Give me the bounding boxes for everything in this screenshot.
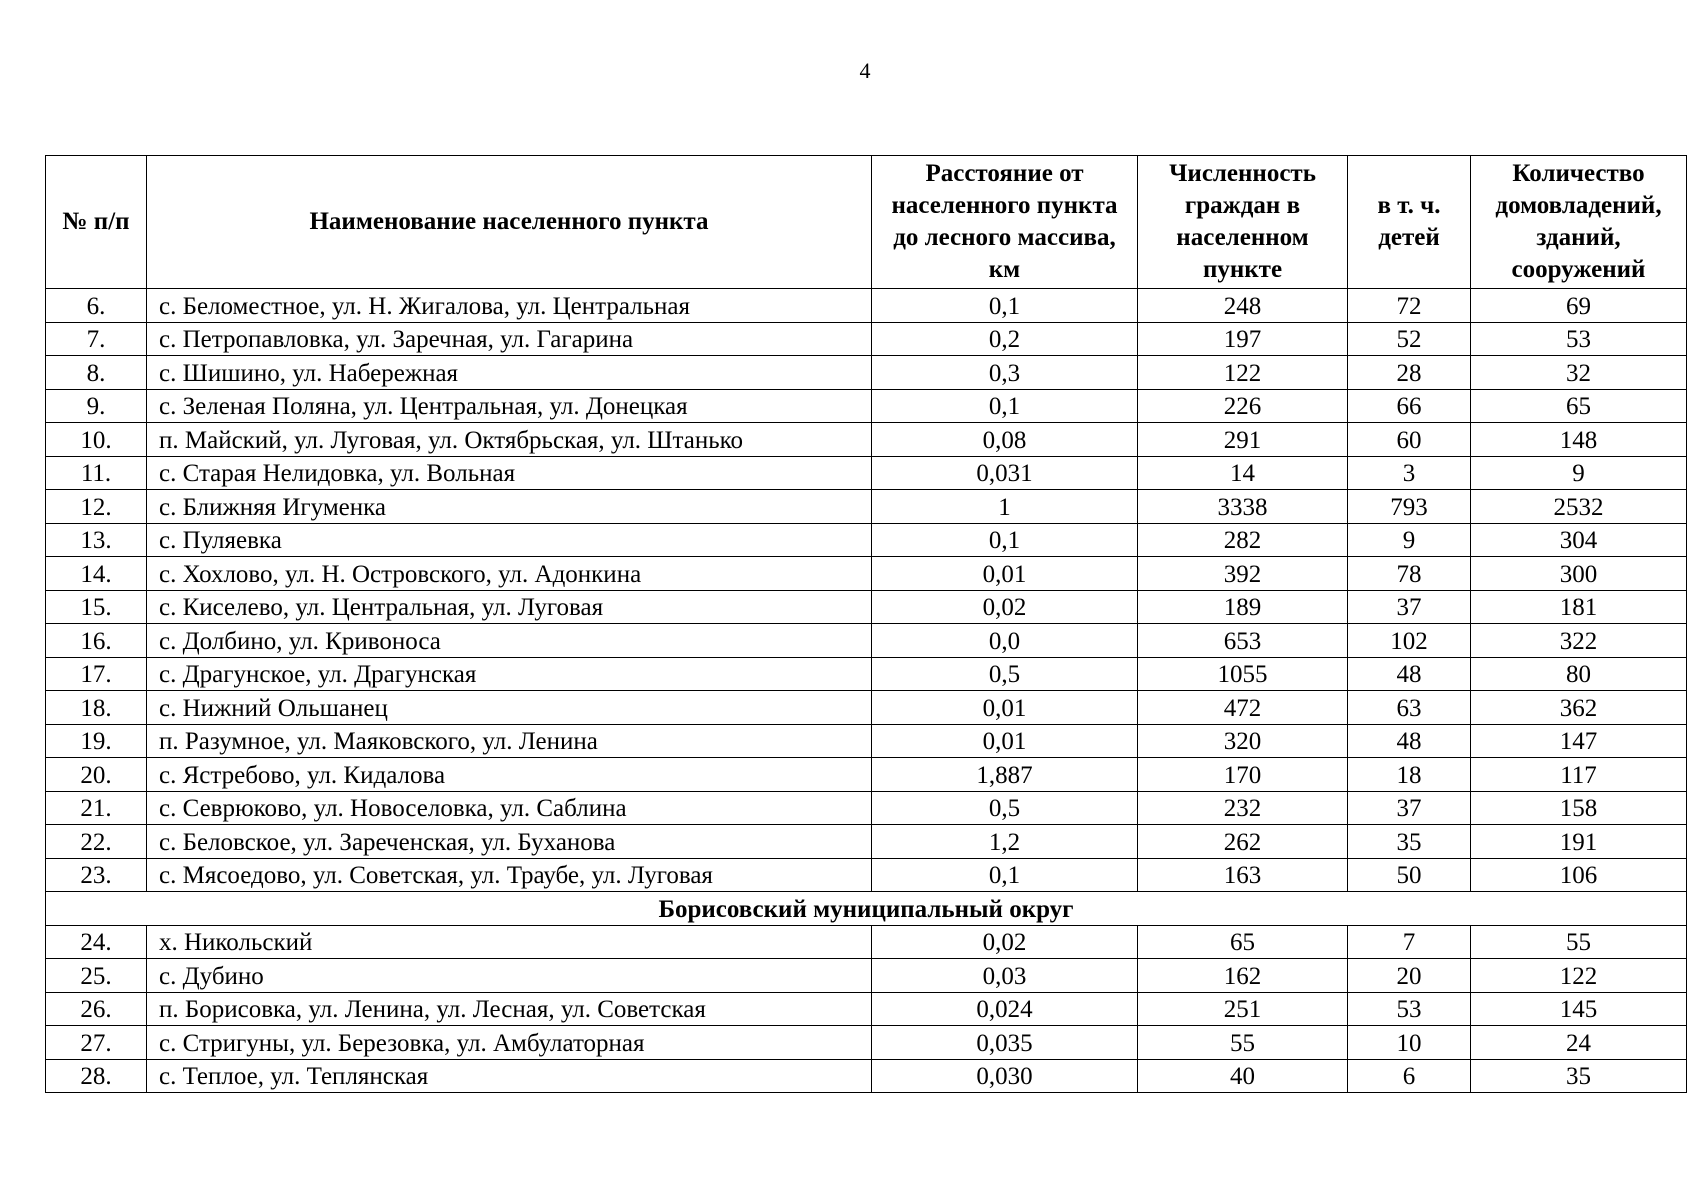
buildings-value: 362 bbox=[1471, 691, 1687, 725]
table-body-b bbox=[46, 925, 1687, 1093]
population-value: 248 bbox=[1138, 289, 1348, 323]
settlements-table bbox=[45, 155, 1687, 1093]
header-distance: Расстояние от населенного пункта до лесного массива, км bbox=[872, 156, 1138, 289]
population-value: 14 bbox=[1138, 456, 1348, 490]
row-number: 24. bbox=[46, 925, 147, 959]
population-value: 472 bbox=[1138, 691, 1348, 725]
row-number: 8. bbox=[46, 356, 147, 390]
distance-value: 0,024 bbox=[872, 992, 1138, 1026]
distance-value: 0,5 bbox=[872, 657, 1138, 691]
row-number: 23. bbox=[46, 858, 147, 892]
row-number: 7. bbox=[46, 322, 147, 356]
page-number: 4 bbox=[859, 58, 871, 83]
population-value: 3338 bbox=[1138, 490, 1348, 524]
settlement-name: с. Хохлово, ул. Н. Островского, ул. Адонкина bbox=[147, 557, 872, 591]
table-row bbox=[46, 925, 1687, 959]
buildings-value: 181 bbox=[1471, 590, 1687, 624]
distance-value: 1,887 bbox=[872, 758, 1138, 792]
population-value: 653 bbox=[1138, 624, 1348, 658]
table-row bbox=[46, 490, 1687, 524]
distance-value: 1 bbox=[872, 490, 1138, 524]
buildings-value: 148 bbox=[1471, 423, 1687, 457]
settlement-name: с. Ястребово, ул. Кидалова bbox=[147, 758, 872, 792]
children-value: 3 bbox=[1348, 456, 1471, 490]
distance-value: 1,2 bbox=[872, 825, 1138, 859]
children-value: 66 bbox=[1348, 389, 1471, 423]
row-number: 11. bbox=[46, 456, 147, 490]
buildings-value: 69 bbox=[1471, 289, 1687, 323]
row-number: 16. bbox=[46, 624, 147, 658]
header-num: № п/п bbox=[46, 156, 147, 289]
row-number: 9. bbox=[46, 389, 147, 423]
distance-value: 0,02 bbox=[872, 925, 1138, 959]
table-row bbox=[46, 322, 1687, 356]
row-number: 19. bbox=[46, 724, 147, 758]
population-value: 189 bbox=[1138, 590, 1348, 624]
settlement-name: п. Майский, ул. Луговая, ул. Октябрьская, ул. Штанько bbox=[147, 423, 872, 457]
table-row bbox=[46, 590, 1687, 624]
population-value: 122 bbox=[1138, 356, 1348, 390]
table-row bbox=[46, 456, 1687, 490]
children-value: 50 bbox=[1348, 858, 1471, 892]
table-row bbox=[46, 356, 1687, 390]
buildings-value: 53 bbox=[1471, 322, 1687, 356]
table-header-row bbox=[46, 156, 1687, 289]
children-value: 102 bbox=[1348, 624, 1471, 658]
population-value: 282 bbox=[1138, 523, 1348, 557]
settlement-name: с. Мясоедово, ул. Советская, ул. Траубе, ул. Луговая bbox=[147, 858, 872, 892]
table-row bbox=[46, 289, 1687, 323]
children-value: 793 bbox=[1348, 490, 1471, 524]
children-value: 37 bbox=[1348, 791, 1471, 825]
settlement-name: с. Старая Нелидовка, ул. Вольная bbox=[147, 456, 872, 490]
table-row bbox=[46, 858, 1687, 892]
buildings-value: 300 bbox=[1471, 557, 1687, 591]
table-row bbox=[46, 825, 1687, 859]
row-number: 15. bbox=[46, 590, 147, 624]
buildings-value: 117 bbox=[1471, 758, 1687, 792]
population-value: 291 bbox=[1138, 423, 1348, 457]
settlement-name: с. Петропавловка, ул. Заречная, ул. Гагарина bbox=[147, 322, 872, 356]
distance-value: 0,030 bbox=[872, 1059, 1138, 1093]
table-row bbox=[46, 523, 1687, 557]
population-value: 320 bbox=[1138, 724, 1348, 758]
population-value: 1055 bbox=[1138, 657, 1348, 691]
row-number: 6. bbox=[46, 289, 147, 323]
buildings-value: 191 bbox=[1471, 825, 1687, 859]
table-row bbox=[46, 791, 1687, 825]
children-value: 37 bbox=[1348, 590, 1471, 624]
population-value: 392 bbox=[1138, 557, 1348, 591]
buildings-value: 122 bbox=[1471, 959, 1687, 993]
population-value: 65 bbox=[1138, 925, 1348, 959]
children-value: 6 bbox=[1348, 1059, 1471, 1093]
row-number: 12. bbox=[46, 490, 147, 524]
settlement-name: п. Разумное, ул. Маяковского, ул. Ленина bbox=[147, 724, 872, 758]
table-row bbox=[46, 1026, 1687, 1060]
settlement-name: с. Беломестное, ул. Н. Жигалова, ул. Центральная bbox=[147, 289, 872, 323]
population-value: 262 bbox=[1138, 825, 1348, 859]
settlement-name: с. Севрюково, ул. Новоселовка, ул. Саблина bbox=[147, 791, 872, 825]
population-value: 170 bbox=[1138, 758, 1348, 792]
distance-value: 0,08 bbox=[872, 423, 1138, 457]
buildings-value: 145 bbox=[1471, 992, 1687, 1026]
distance-value: 0,1 bbox=[872, 523, 1138, 557]
children-value: 52 bbox=[1348, 322, 1471, 356]
settlement-name: с. Дубино bbox=[147, 959, 872, 993]
settlement-name: с. Стригуны, ул. Березовка, ул. Амбулаторная bbox=[147, 1026, 872, 1060]
children-value: 48 bbox=[1348, 657, 1471, 691]
table-row bbox=[46, 992, 1687, 1026]
children-value: 60 bbox=[1348, 423, 1471, 457]
distance-value: 0,5 bbox=[872, 791, 1138, 825]
settlement-name: п. Борисовка, ул. Ленина, ул. Лесная, ул. Советская bbox=[147, 992, 872, 1026]
distance-value: 0,035 bbox=[872, 1026, 1138, 1060]
row-number: 21. bbox=[46, 791, 147, 825]
population-value: 197 bbox=[1138, 322, 1348, 356]
population-value: 162 bbox=[1138, 959, 1348, 993]
row-number: 22. bbox=[46, 825, 147, 859]
buildings-value: 2532 bbox=[1471, 490, 1687, 524]
section-title: Борисовский муниципальный округ bbox=[46, 892, 1687, 926]
children-value: 53 bbox=[1348, 992, 1471, 1026]
settlement-name: с. Беловское, ул. Зареченская, ул. Буханова bbox=[147, 825, 872, 859]
buildings-value: 35 bbox=[1471, 1059, 1687, 1093]
distance-value: 0,01 bbox=[872, 691, 1138, 725]
table-section bbox=[46, 892, 1687, 926]
row-number: 13. bbox=[46, 523, 147, 557]
buildings-value: 322 bbox=[1471, 624, 1687, 658]
distance-value: 0,2 bbox=[872, 322, 1138, 356]
children-value: 28 bbox=[1348, 356, 1471, 390]
distance-value: 0,01 bbox=[872, 724, 1138, 758]
population-value: 226 bbox=[1138, 389, 1348, 423]
table-row bbox=[46, 1059, 1687, 1093]
population-value: 163 bbox=[1138, 858, 1348, 892]
row-number: 25. bbox=[46, 959, 147, 993]
row-number: 27. bbox=[46, 1026, 147, 1060]
distance-value: 0,01 bbox=[872, 557, 1138, 591]
population-value: 251 bbox=[1138, 992, 1348, 1026]
distance-value: 0,0 bbox=[872, 624, 1138, 658]
children-value: 72 bbox=[1348, 289, 1471, 323]
header-population: Численность граждан в населенном пункте bbox=[1138, 156, 1348, 289]
distance-value: 0,03 bbox=[872, 959, 1138, 993]
header-buildings: Количество домовладений, зданий, сооружений bbox=[1471, 156, 1687, 289]
table-row bbox=[46, 691, 1687, 725]
settlement-name: с. Зеленая Поляна, ул. Центральная, ул. Донецкая bbox=[147, 389, 872, 423]
row-number: 26. bbox=[46, 992, 147, 1026]
row-number: 10. bbox=[46, 423, 147, 457]
table-row bbox=[46, 758, 1687, 792]
settlement-name: с. Нижний Ольшанец bbox=[147, 691, 872, 725]
buildings-value: 106 bbox=[1471, 858, 1687, 892]
children-value: 35 bbox=[1348, 825, 1471, 859]
table-row bbox=[46, 624, 1687, 658]
settlement-name: с. Шишино, ул. Набережная bbox=[147, 356, 872, 390]
table-row bbox=[46, 959, 1687, 993]
buildings-value: 32 bbox=[1471, 356, 1687, 390]
buildings-value: 9 bbox=[1471, 456, 1687, 490]
section-row bbox=[46, 892, 1687, 926]
population-value: 232 bbox=[1138, 791, 1348, 825]
settlement-name: х. Никольский bbox=[147, 925, 872, 959]
distance-value: 0,02 bbox=[872, 590, 1138, 624]
children-value: 18 bbox=[1348, 758, 1471, 792]
buildings-value: 80 bbox=[1471, 657, 1687, 691]
buildings-value: 55 bbox=[1471, 925, 1687, 959]
header-children: в т. ч. детей bbox=[1348, 156, 1471, 289]
distance-value: 0,3 bbox=[872, 356, 1138, 390]
row-number: 20. bbox=[46, 758, 147, 792]
settlement-name: с. Киселево, ул. Центральная, ул. Луговая bbox=[147, 590, 872, 624]
children-value: 7 bbox=[1348, 925, 1471, 959]
children-value: 10 bbox=[1348, 1026, 1471, 1060]
buildings-value: 147 bbox=[1471, 724, 1687, 758]
settlement-name: с. Ближняя Игуменка bbox=[147, 490, 872, 524]
buildings-value: 24 bbox=[1471, 1026, 1687, 1060]
table-row bbox=[46, 423, 1687, 457]
table-row bbox=[46, 389, 1687, 423]
buildings-value: 65 bbox=[1471, 389, 1687, 423]
distance-value: 0,031 bbox=[872, 456, 1138, 490]
table-row bbox=[46, 657, 1687, 691]
settlement-name: с. Драгунское, ул. Драгунская bbox=[147, 657, 872, 691]
buildings-value: 304 bbox=[1471, 523, 1687, 557]
settlement-name: с. Пуляевка bbox=[147, 523, 872, 557]
settlement-name: с. Теплое, ул. Теплянская bbox=[147, 1059, 872, 1093]
row-number: 14. bbox=[46, 557, 147, 591]
distance-value: 0,1 bbox=[872, 289, 1138, 323]
row-number: 28. bbox=[46, 1059, 147, 1093]
children-value: 48 bbox=[1348, 724, 1471, 758]
settlement-name: с. Долбино, ул. Кривоноса bbox=[147, 624, 872, 658]
children-value: 20 bbox=[1348, 959, 1471, 993]
row-number: 17. bbox=[46, 657, 147, 691]
children-value: 63 bbox=[1348, 691, 1471, 725]
header-name: Наименование населенного пункта bbox=[147, 156, 872, 289]
population-value: 55 bbox=[1138, 1026, 1348, 1060]
row-number: 18. bbox=[46, 691, 147, 725]
children-value: 78 bbox=[1348, 557, 1471, 591]
distance-value: 0,1 bbox=[872, 858, 1138, 892]
buildings-value: 158 bbox=[1471, 791, 1687, 825]
population-value: 40 bbox=[1138, 1059, 1348, 1093]
table-body-a bbox=[46, 289, 1687, 892]
table-row bbox=[46, 724, 1687, 758]
distance-value: 0,1 bbox=[872, 389, 1138, 423]
table-row bbox=[46, 557, 1687, 591]
children-value: 9 bbox=[1348, 523, 1471, 557]
